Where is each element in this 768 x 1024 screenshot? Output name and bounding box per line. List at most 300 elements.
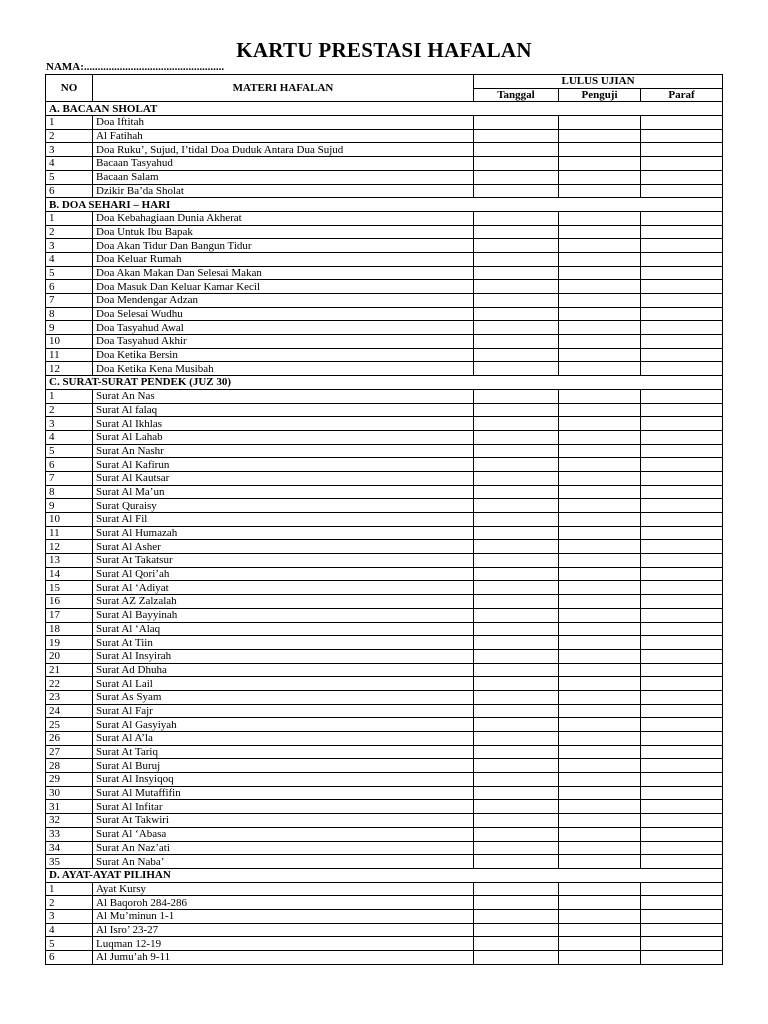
row-number: 24 bbox=[46, 704, 93, 718]
header-no: NO bbox=[46, 75, 93, 102]
penguji-cell[interactable] bbox=[559, 567, 641, 581]
paraf-cell[interactable] bbox=[641, 554, 723, 568]
header-row-top bbox=[46, 75, 723, 89]
table-row bbox=[46, 595, 723, 609]
row-number: 12 bbox=[46, 362, 93, 376]
penguji-cell[interactable] bbox=[559, 540, 641, 554]
table-row bbox=[46, 485, 723, 499]
penguji-cell[interactable] bbox=[559, 157, 641, 171]
paraf-cell[interactable] bbox=[641, 266, 723, 280]
row-number: 28 bbox=[46, 759, 93, 773]
paraf-cell[interactable] bbox=[641, 513, 723, 527]
penguji-cell[interactable] bbox=[559, 348, 641, 362]
penguji-cell[interactable] bbox=[559, 430, 641, 444]
row-number: 26 bbox=[46, 732, 93, 746]
tanggal-cell[interactable] bbox=[474, 773, 559, 787]
tanggal-cell[interactable] bbox=[474, 540, 559, 554]
materi-cell: Doa Selesai Wudhu bbox=[93, 307, 474, 321]
tanggal-cell[interactable] bbox=[474, 485, 559, 499]
penguji-cell[interactable] bbox=[559, 526, 641, 540]
penguji-cell[interactable] bbox=[559, 663, 641, 677]
paraf-cell[interactable] bbox=[641, 622, 723, 636]
table-row bbox=[46, 348, 723, 362]
materi-cell: Al Isro’ 23-27 bbox=[93, 923, 474, 937]
paraf-cell[interactable] bbox=[641, 909, 723, 923]
table-row bbox=[46, 526, 723, 540]
paraf-cell[interactable] bbox=[641, 526, 723, 540]
table-row bbox=[46, 786, 723, 800]
paraf-cell[interactable] bbox=[641, 211, 723, 225]
tanggal-cell[interactable] bbox=[474, 526, 559, 540]
penguji-cell[interactable] bbox=[559, 116, 641, 130]
materi-cell: Surat Al Lail bbox=[93, 677, 474, 691]
paraf-cell[interactable] bbox=[641, 362, 723, 376]
paraf-cell[interactable] bbox=[641, 677, 723, 691]
paraf-cell[interactable] bbox=[641, 157, 723, 171]
table-row bbox=[46, 814, 723, 828]
materi-cell: Doa Mendengar Adzan bbox=[93, 294, 474, 308]
tanggal-cell[interactable] bbox=[474, 622, 559, 636]
section-title: B. DOA SEHARI – HARI bbox=[46, 198, 723, 212]
table-row bbox=[46, 143, 723, 157]
paraf-cell[interactable] bbox=[641, 896, 723, 910]
penguji-cell[interactable] bbox=[559, 321, 641, 335]
tanggal-cell[interactable] bbox=[474, 252, 559, 266]
materi-cell: Surat Al Humazah bbox=[93, 526, 474, 540]
tanggal-cell[interactable] bbox=[474, 116, 559, 130]
tanggal-cell[interactable] bbox=[474, 786, 559, 800]
materi-cell: Doa Iftitah bbox=[93, 116, 474, 130]
tanggal-cell[interactable] bbox=[474, 266, 559, 280]
tanggal-cell[interactable] bbox=[474, 759, 559, 773]
tanggal-cell[interactable] bbox=[474, 170, 559, 184]
table-row bbox=[46, 335, 723, 349]
row-number: 18 bbox=[46, 622, 93, 636]
penguji-cell[interactable] bbox=[559, 649, 641, 663]
tanggal-cell[interactable] bbox=[474, 554, 559, 568]
materi-cell: Dzikir Ba’da Sholat bbox=[93, 184, 474, 198]
tanggal-cell[interactable] bbox=[474, 157, 559, 171]
tanggal-cell[interactable] bbox=[474, 239, 559, 253]
paraf-cell[interactable] bbox=[641, 663, 723, 677]
name-field-label[interactable]: NAMA:................................................... bbox=[46, 61, 225, 73]
paraf-cell[interactable] bbox=[641, 321, 723, 335]
table-row bbox=[46, 567, 723, 581]
row-number: 4 bbox=[46, 252, 93, 266]
tanggal-cell[interactable] bbox=[474, 294, 559, 308]
penguji-cell[interactable] bbox=[559, 636, 641, 650]
paraf-cell[interactable] bbox=[641, 786, 723, 800]
materi-cell: Surat Al Ma’un bbox=[93, 485, 474, 499]
tanggal-cell[interactable] bbox=[474, 841, 559, 855]
penguji-cell[interactable] bbox=[559, 937, 641, 951]
penguji-cell[interactable] bbox=[559, 800, 641, 814]
paraf-cell[interactable] bbox=[641, 704, 723, 718]
tanggal-cell[interactable] bbox=[474, 389, 559, 403]
tanggal-cell[interactable] bbox=[474, 937, 559, 951]
penguji-cell[interactable] bbox=[559, 786, 641, 800]
penguji-cell[interactable] bbox=[559, 827, 641, 841]
section-title: A. BACAAN SHOLAT bbox=[46, 102, 723, 116]
penguji-cell[interactable] bbox=[559, 417, 641, 431]
tanggal-cell[interactable] bbox=[474, 732, 559, 746]
row-number: 15 bbox=[46, 581, 93, 595]
row-number: 23 bbox=[46, 690, 93, 704]
table-row bbox=[46, 773, 723, 787]
penguji-cell[interactable] bbox=[559, 266, 641, 280]
materi-cell: Doa Masuk Dan Keluar Kamar Kecil bbox=[93, 280, 474, 294]
table-row bbox=[46, 403, 723, 417]
penguji-cell[interactable] bbox=[559, 677, 641, 691]
materi-cell: Surat Al ‘Alaq bbox=[93, 622, 474, 636]
table-row bbox=[46, 307, 723, 321]
tanggal-cell[interactable] bbox=[474, 471, 559, 485]
penguji-cell[interactable] bbox=[559, 909, 641, 923]
paraf-cell[interactable] bbox=[641, 499, 723, 513]
materi-cell: Al Jumu’ah 9-11 bbox=[93, 951, 474, 965]
penguji-cell[interactable] bbox=[559, 129, 641, 143]
tanggal-cell[interactable] bbox=[474, 307, 559, 321]
tanggal-cell[interactable] bbox=[474, 814, 559, 828]
tanggal-cell[interactable] bbox=[474, 636, 559, 650]
tanggal-cell[interactable] bbox=[474, 718, 559, 732]
row-number: 29 bbox=[46, 773, 93, 787]
materi-cell: Bacaan Salam bbox=[93, 170, 474, 184]
paraf-cell[interactable] bbox=[641, 581, 723, 595]
penguji-cell[interactable] bbox=[559, 485, 641, 499]
materi-cell: Surat Al Insyiqoq bbox=[93, 773, 474, 787]
paraf-cell[interactable] bbox=[641, 649, 723, 663]
tanggal-cell[interactable] bbox=[474, 184, 559, 198]
table-body bbox=[46, 102, 723, 964]
penguji-cell[interactable] bbox=[559, 718, 641, 732]
penguji-cell[interactable] bbox=[559, 554, 641, 568]
tanggal-cell[interactable] bbox=[474, 458, 559, 472]
row-number: 4 bbox=[46, 430, 93, 444]
table-row bbox=[46, 690, 723, 704]
paraf-cell[interactable] bbox=[641, 595, 723, 609]
table-row bbox=[46, 896, 723, 910]
section-title: D. AYAT-AYAT PILIHAN bbox=[46, 868, 723, 882]
tanggal-cell[interactable] bbox=[474, 417, 559, 431]
paraf-cell[interactable] bbox=[641, 184, 723, 198]
paraf-cell[interactable] bbox=[641, 225, 723, 239]
materi-cell: Surat Al A’la bbox=[93, 732, 474, 746]
paraf-cell[interactable] bbox=[641, 773, 723, 787]
tanggal-cell[interactable] bbox=[474, 143, 559, 157]
penguji-cell[interactable] bbox=[559, 239, 641, 253]
penguji-cell[interactable] bbox=[559, 307, 641, 321]
row-number: 5 bbox=[46, 266, 93, 280]
penguji-cell[interactable] bbox=[559, 211, 641, 225]
table-row bbox=[46, 663, 723, 677]
paraf-cell[interactable] bbox=[641, 280, 723, 294]
materi-cell: Surat Al ‘Abasa bbox=[93, 827, 474, 841]
materi-cell: Surat An Naba’ bbox=[93, 855, 474, 869]
table-row bbox=[46, 129, 723, 143]
paraf-cell[interactable] bbox=[641, 239, 723, 253]
row-number: 11 bbox=[46, 526, 93, 540]
table-row bbox=[46, 855, 723, 869]
penguji-cell[interactable] bbox=[559, 294, 641, 308]
paraf-cell[interactable] bbox=[641, 485, 723, 499]
paraf-cell[interactable] bbox=[641, 800, 723, 814]
materi-cell: Surat Ad Dhuha bbox=[93, 663, 474, 677]
table-row bbox=[46, 252, 723, 266]
tanggal-cell[interactable] bbox=[474, 690, 559, 704]
paraf-cell[interactable] bbox=[641, 335, 723, 349]
paraf-cell[interactable] bbox=[641, 417, 723, 431]
penguji-cell[interactable] bbox=[559, 759, 641, 773]
materi-cell: Surat Al Mutaffifin bbox=[93, 786, 474, 800]
materi-cell: Surat An Nashr bbox=[93, 444, 474, 458]
table-row bbox=[46, 677, 723, 691]
penguji-cell[interactable] bbox=[559, 225, 641, 239]
table-row bbox=[46, 540, 723, 554]
materi-cell: Al Baqoroh 284-286 bbox=[93, 896, 474, 910]
paraf-cell[interactable] bbox=[641, 567, 723, 581]
paraf-cell[interactable] bbox=[641, 732, 723, 746]
row-number: 3 bbox=[46, 417, 93, 431]
header-lulus-ujian: LULUS UJIAN bbox=[474, 75, 723, 89]
materi-cell: Surat An Nas bbox=[93, 389, 474, 403]
penguji-cell[interactable] bbox=[559, 280, 641, 294]
paraf-cell[interactable] bbox=[641, 471, 723, 485]
row-number: 8 bbox=[46, 485, 93, 499]
tanggal-cell[interactable] bbox=[474, 800, 559, 814]
tanggal-cell[interactable] bbox=[474, 335, 559, 349]
materi-cell: Surat At Takatsur bbox=[93, 554, 474, 568]
row-number: 4 bbox=[46, 923, 93, 937]
paraf-cell[interactable] bbox=[641, 116, 723, 130]
paraf-cell[interactable] bbox=[641, 923, 723, 937]
header-paraf: Paraf bbox=[641, 88, 723, 102]
materi-cell: Doa Ketika Bersin bbox=[93, 348, 474, 362]
tanggal-cell[interactable] bbox=[474, 704, 559, 718]
row-number: 27 bbox=[46, 745, 93, 759]
materi-cell: Doa Untuk Ibu Bapak bbox=[93, 225, 474, 239]
tanggal-cell[interactable] bbox=[474, 403, 559, 417]
paraf-cell[interactable] bbox=[641, 827, 723, 841]
materi-cell: Doa Tasyahud Akhir bbox=[93, 335, 474, 349]
row-number: 35 bbox=[46, 855, 93, 869]
penguji-cell[interactable] bbox=[559, 335, 641, 349]
materi-cell: Doa Ruku’, Sujud, I’tidal Doa Duduk Antara Dua Sujud bbox=[93, 143, 474, 157]
materi-cell: Surat An Naz’ati bbox=[93, 841, 474, 855]
penguji-cell[interactable] bbox=[559, 389, 641, 403]
materi-cell: Surat Al Fajr bbox=[93, 704, 474, 718]
tanggal-cell[interactable] bbox=[474, 444, 559, 458]
row-number: 14 bbox=[46, 567, 93, 581]
row-number: 5 bbox=[46, 937, 93, 951]
tanggal-cell[interactable] bbox=[474, 567, 559, 581]
paraf-cell[interactable] bbox=[641, 170, 723, 184]
paraf-cell[interactable] bbox=[641, 252, 723, 266]
penguji-cell[interactable] bbox=[559, 143, 641, 157]
materi-cell: Surat At Takwiri bbox=[93, 814, 474, 828]
materi-cell: Surat Al Fil bbox=[93, 513, 474, 527]
row-number: 33 bbox=[46, 827, 93, 841]
tanggal-cell[interactable] bbox=[474, 499, 559, 513]
paraf-cell[interactable] bbox=[641, 855, 723, 869]
penguji-cell[interactable] bbox=[559, 855, 641, 869]
tanggal-cell[interactable] bbox=[474, 855, 559, 869]
materi-cell: Surat Al Bayyinah bbox=[93, 608, 474, 622]
table-row bbox=[46, 513, 723, 527]
table-row bbox=[46, 116, 723, 130]
table-row bbox=[46, 444, 723, 458]
paraf-cell[interactable] bbox=[641, 307, 723, 321]
penguji-cell[interactable] bbox=[559, 773, 641, 787]
tanggal-cell[interactable] bbox=[474, 321, 559, 335]
paraf-cell[interactable] bbox=[641, 389, 723, 403]
paraf-cell[interactable] bbox=[641, 444, 723, 458]
tanggal-cell[interactable] bbox=[474, 211, 559, 225]
penguji-cell[interactable] bbox=[559, 745, 641, 759]
tanggal-cell[interactable] bbox=[474, 513, 559, 527]
tanggal-cell[interactable] bbox=[474, 827, 559, 841]
paraf-cell[interactable] bbox=[641, 690, 723, 704]
penguji-cell[interactable] bbox=[559, 170, 641, 184]
header-penguji: Penguji bbox=[559, 88, 641, 102]
materi-cell: Surat At Tiin bbox=[93, 636, 474, 650]
penguji-cell[interactable] bbox=[559, 184, 641, 198]
row-number: 10 bbox=[46, 335, 93, 349]
row-number: 25 bbox=[46, 718, 93, 732]
tanggal-cell[interactable] bbox=[474, 348, 559, 362]
paraf-cell[interactable] bbox=[641, 540, 723, 554]
paraf-cell[interactable] bbox=[641, 759, 723, 773]
paraf-cell[interactable] bbox=[641, 745, 723, 759]
materi-cell: Surat Al Qori’ah bbox=[93, 567, 474, 581]
row-number: 1 bbox=[46, 882, 93, 896]
materi-cell: Surat Al Buruj bbox=[93, 759, 474, 773]
tanggal-cell[interactable] bbox=[474, 430, 559, 444]
penguji-cell[interactable] bbox=[559, 690, 641, 704]
table-row bbox=[46, 389, 723, 403]
penguji-cell[interactable] bbox=[559, 814, 641, 828]
paraf-cell[interactable] bbox=[641, 718, 723, 732]
paraf-cell[interactable] bbox=[641, 608, 723, 622]
tanggal-cell[interactable] bbox=[474, 608, 559, 622]
table-row bbox=[46, 321, 723, 335]
row-number: 6 bbox=[46, 280, 93, 294]
penguji-cell[interactable] bbox=[559, 362, 641, 376]
paraf-cell[interactable] bbox=[641, 636, 723, 650]
table-row bbox=[46, 923, 723, 937]
table-row bbox=[46, 732, 723, 746]
penguji-cell[interactable] bbox=[559, 608, 641, 622]
penguji-cell[interactable] bbox=[559, 896, 641, 910]
materi-cell: Surat Al Lahab bbox=[93, 430, 474, 444]
penguji-cell[interactable] bbox=[559, 882, 641, 896]
penguji-cell[interactable] bbox=[559, 252, 641, 266]
tanggal-cell[interactable] bbox=[474, 649, 559, 663]
paraf-cell[interactable] bbox=[641, 841, 723, 855]
table-row bbox=[46, 294, 723, 308]
table-row bbox=[46, 362, 723, 376]
penguji-cell[interactable] bbox=[559, 841, 641, 855]
table-row bbox=[46, 800, 723, 814]
penguji-cell[interactable] bbox=[559, 622, 641, 636]
tanggal-cell[interactable] bbox=[474, 280, 559, 294]
table-row bbox=[46, 649, 723, 663]
tanggal-cell[interactable] bbox=[474, 362, 559, 376]
table-row bbox=[46, 841, 723, 855]
row-number: 7 bbox=[46, 294, 93, 308]
tanggal-cell[interactable] bbox=[474, 909, 559, 923]
paraf-cell[interactable] bbox=[641, 129, 723, 143]
row-number: 1 bbox=[46, 116, 93, 130]
row-number: 2 bbox=[46, 129, 93, 143]
tanggal-cell[interactable] bbox=[474, 745, 559, 759]
paraf-cell[interactable] bbox=[641, 814, 723, 828]
row-number: 10 bbox=[46, 513, 93, 527]
tanggal-cell[interactable] bbox=[474, 923, 559, 937]
paraf-cell[interactable] bbox=[641, 348, 723, 362]
paraf-cell[interactable] bbox=[641, 143, 723, 157]
penguji-cell[interactable] bbox=[559, 471, 641, 485]
penguji-cell[interactable] bbox=[559, 458, 641, 472]
penguji-cell[interactable] bbox=[559, 513, 641, 527]
row-number: 4 bbox=[46, 157, 93, 171]
tanggal-cell[interactable] bbox=[474, 677, 559, 691]
paraf-cell[interactable] bbox=[641, 882, 723, 896]
row-number: 3 bbox=[46, 239, 93, 253]
row-number: 2 bbox=[46, 403, 93, 417]
penguji-cell[interactable] bbox=[559, 595, 641, 609]
paraf-cell[interactable] bbox=[641, 430, 723, 444]
table-row bbox=[46, 581, 723, 595]
paraf-cell[interactable] bbox=[641, 937, 723, 951]
row-number: 20 bbox=[46, 649, 93, 663]
paraf-cell[interactable] bbox=[641, 951, 723, 965]
materi-cell: Surat As Syam bbox=[93, 690, 474, 704]
row-number: 11 bbox=[46, 348, 93, 362]
penguji-cell[interactable] bbox=[559, 444, 641, 458]
penguji-cell[interactable] bbox=[559, 951, 641, 965]
tanggal-cell[interactable] bbox=[474, 896, 559, 910]
tanggal-cell[interactable] bbox=[474, 663, 559, 677]
materi-cell: Doa Akan Makan Dan Selesai Makan bbox=[93, 266, 474, 280]
penguji-cell[interactable] bbox=[559, 499, 641, 513]
penguji-cell[interactable] bbox=[559, 581, 641, 595]
table-row bbox=[46, 266, 723, 280]
tanggal-cell[interactable] bbox=[474, 581, 559, 595]
tanggal-cell[interactable] bbox=[474, 595, 559, 609]
materi-cell: Surat Al Ikhlas bbox=[93, 417, 474, 431]
tanggal-cell[interactable] bbox=[474, 951, 559, 965]
paraf-cell[interactable] bbox=[641, 403, 723, 417]
materi-cell: Luqman 12-19 bbox=[93, 937, 474, 951]
penguji-cell[interactable] bbox=[559, 403, 641, 417]
paraf-cell[interactable] bbox=[641, 294, 723, 308]
table-row bbox=[46, 704, 723, 718]
tanggal-cell[interactable] bbox=[474, 129, 559, 143]
section-row bbox=[46, 868, 723, 882]
materi-cell: Surat Al Insyirah bbox=[93, 649, 474, 663]
tanggal-cell[interactable] bbox=[474, 882, 559, 896]
paraf-cell[interactable] bbox=[641, 458, 723, 472]
penguji-cell[interactable] bbox=[559, 704, 641, 718]
tanggal-cell[interactable] bbox=[474, 225, 559, 239]
row-number: 2 bbox=[46, 225, 93, 239]
materi-cell: Bacaan Tasyahud bbox=[93, 157, 474, 171]
penguji-cell[interactable] bbox=[559, 923, 641, 937]
penguji-cell[interactable] bbox=[559, 732, 641, 746]
materi-cell: Doa Ketika Kena Musibah bbox=[93, 362, 474, 376]
table-row bbox=[46, 239, 723, 253]
